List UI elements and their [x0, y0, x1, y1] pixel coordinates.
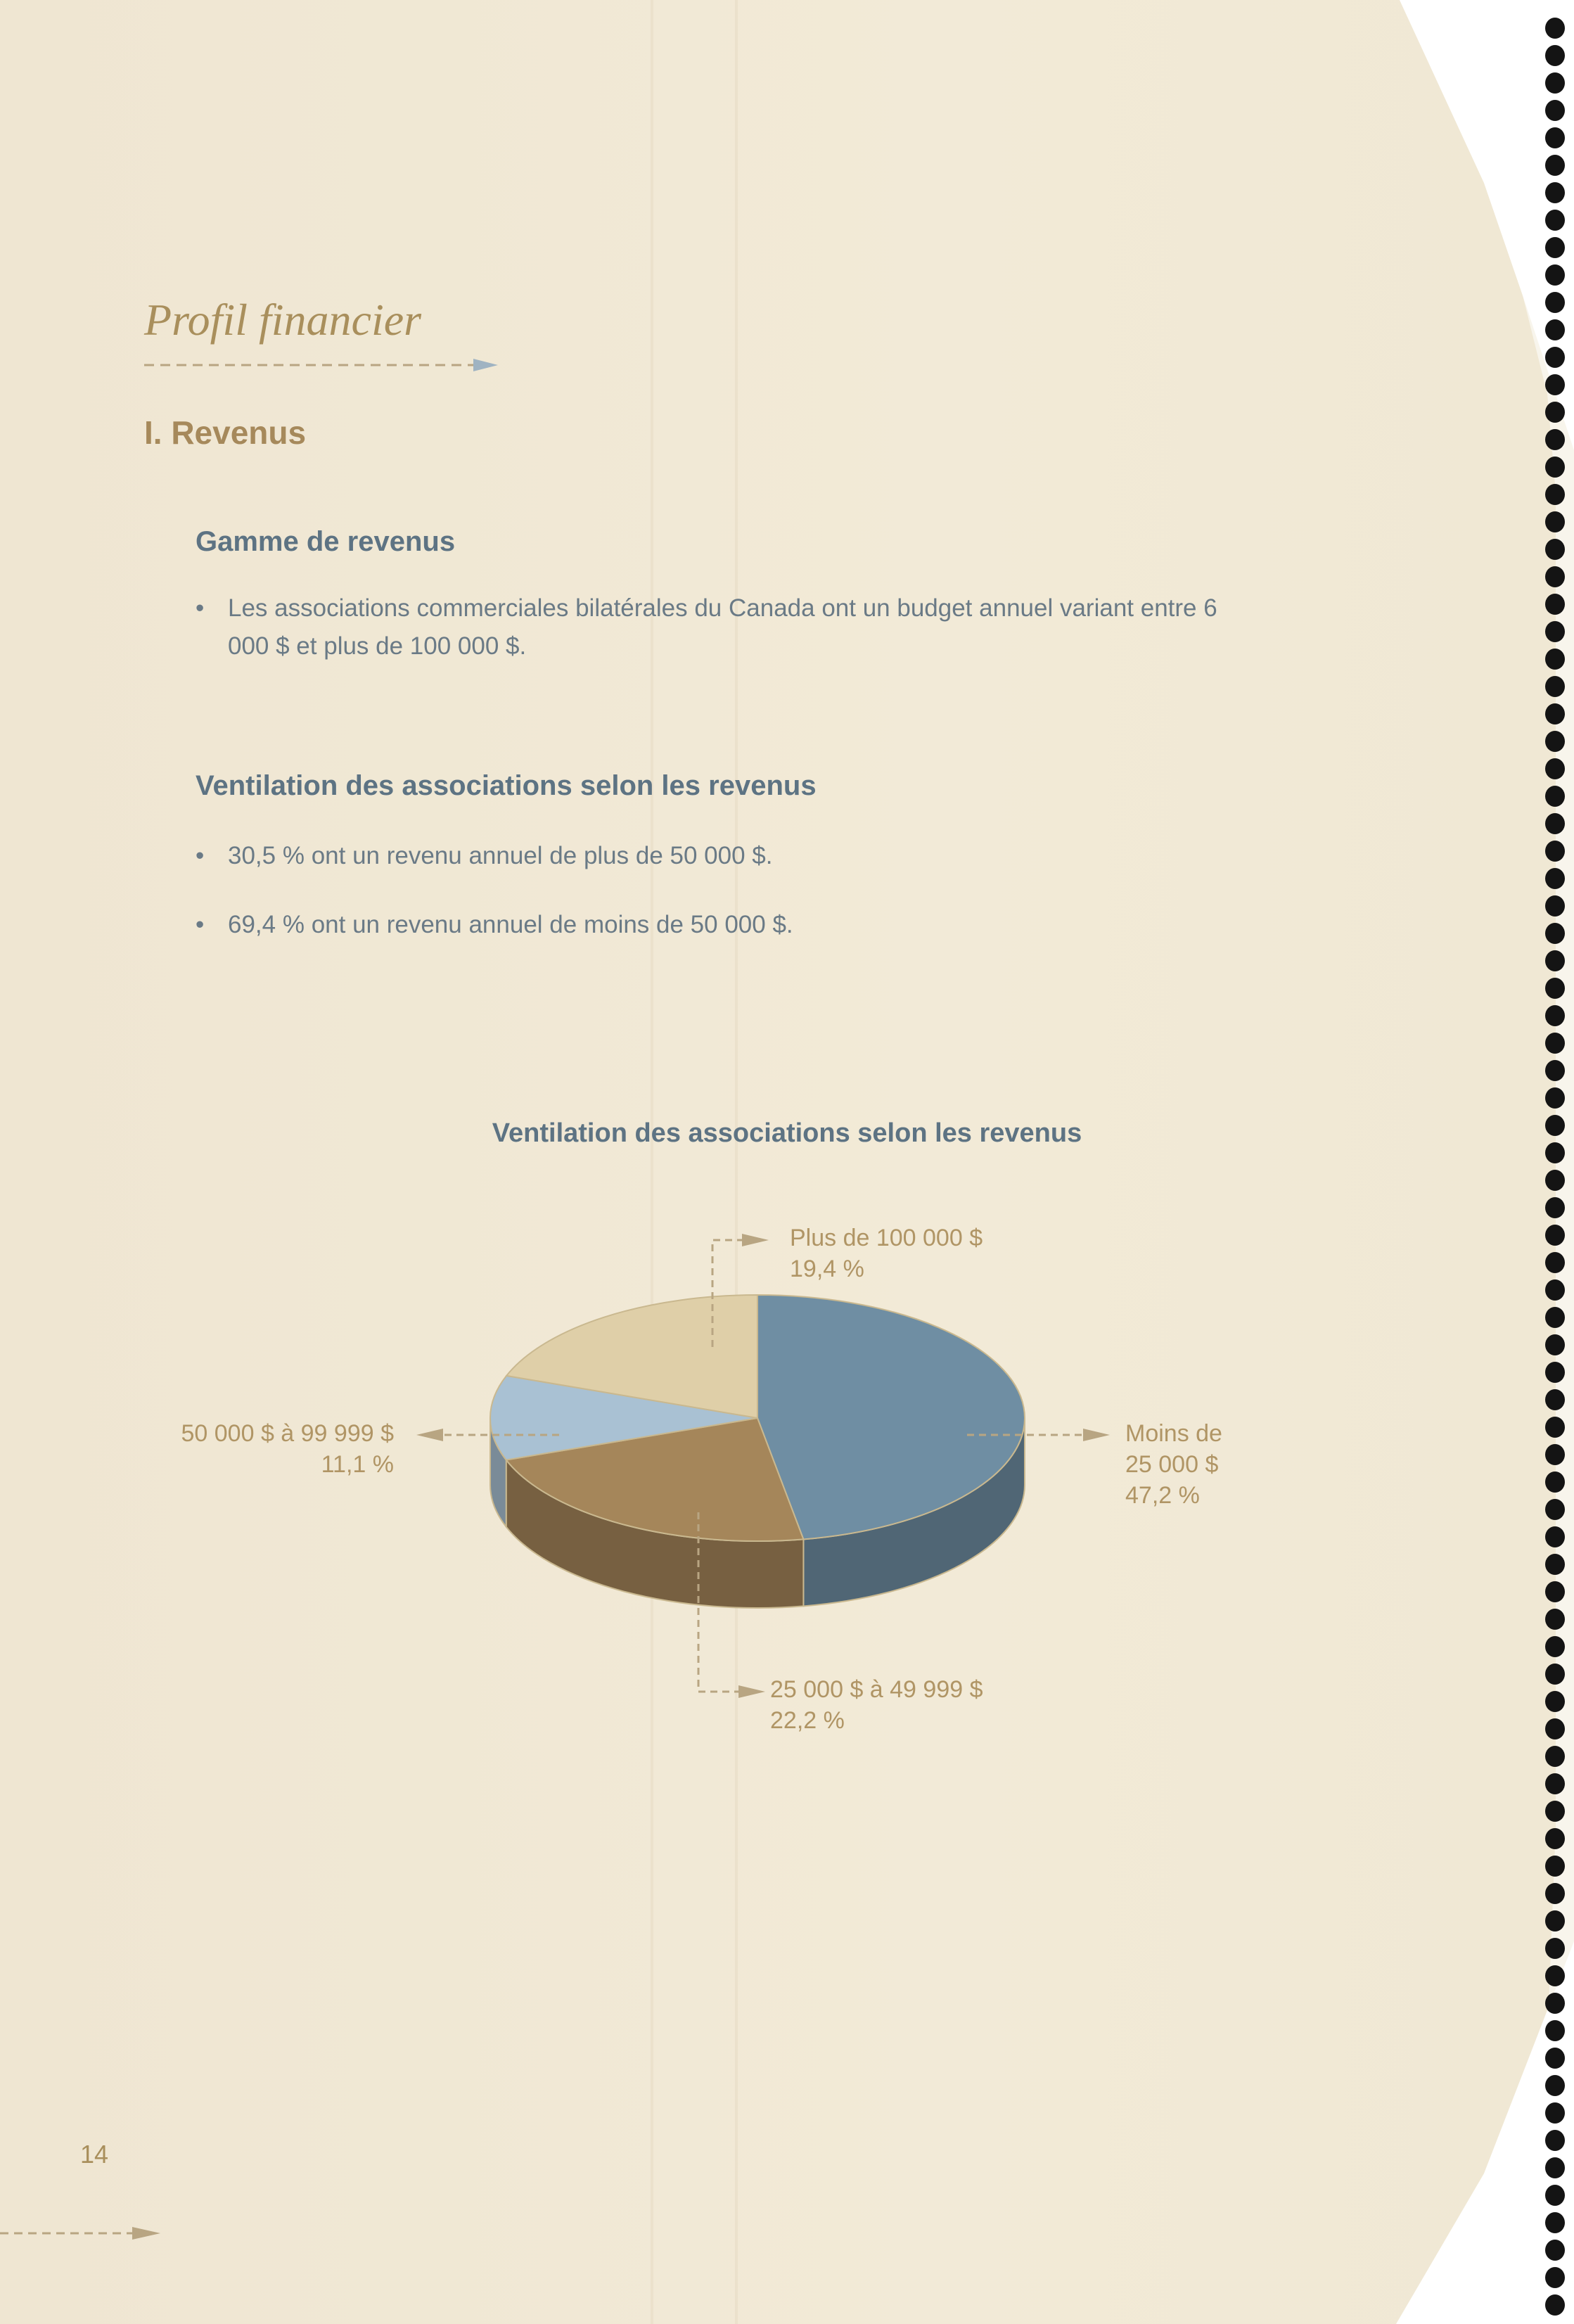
label-under-25k — [1125, 1418, 1222, 1511]
label-25k-50k — [770, 1674, 983, 1736]
revenue-range-heading: Gamme de revenus — [196, 526, 456, 557]
chart-title: Ventilation des associations selon les revenus — [492, 1118, 1082, 1148]
bullet-text: 30,5 % ont un revenu annuel de plus de 50 000 $. — [228, 842, 773, 869]
label-category: Moins de — [1125, 1420, 1222, 1447]
arrow-icon — [0, 2223, 169, 2244]
label-value: 11,1 % — [321, 1451, 394, 1478]
arrow-icon — [738, 1685, 765, 1698]
label-value: 19,4 % — [790, 1256, 864, 1282]
bullet-icon: • — [196, 842, 205, 869]
arrow-icon — [416, 1429, 443, 1441]
label-over-100k — [790, 1222, 983, 1284]
label-50k-100k — [127, 1418, 394, 1480]
bullet-text: 69,4 % ont un revenu annuel de moins de 50 000 $. — [228, 911, 793, 938]
label-category: 50 000 $ à 99 999 $ — [181, 1420, 394, 1447]
section-title: Profil financier — [144, 295, 422, 345]
page-number: 14 — [80, 2140, 109, 2169]
revenue-heading: I. Revenus — [144, 414, 307, 451]
label-category: 25 000 $ — [1125, 1451, 1219, 1478]
label-value: 47,2 % — [1125, 1482, 1200, 1509]
arrow-icon — [742, 1234, 769, 1246]
label-category: Plus de 100 000 $ — [790, 1225, 983, 1251]
bullet-icon: • — [196, 911, 205, 938]
breakdown-heading: Ventilation des associations selon les revenus — [196, 770, 817, 801]
label-category: 25 000 $ à 49 999 $ — [770, 1676, 983, 1703]
bullet-text: Les associations commerciales bilatérales du Canada ont un budget annuel variant entre 6 000 $ et plus de 100 000 $. — [228, 594, 1217, 660]
arrow-icon — [1083, 1429, 1110, 1441]
label-value: 22,2 % — [770, 1707, 845, 1734]
bullet-icon: • — [196, 594, 205, 622]
